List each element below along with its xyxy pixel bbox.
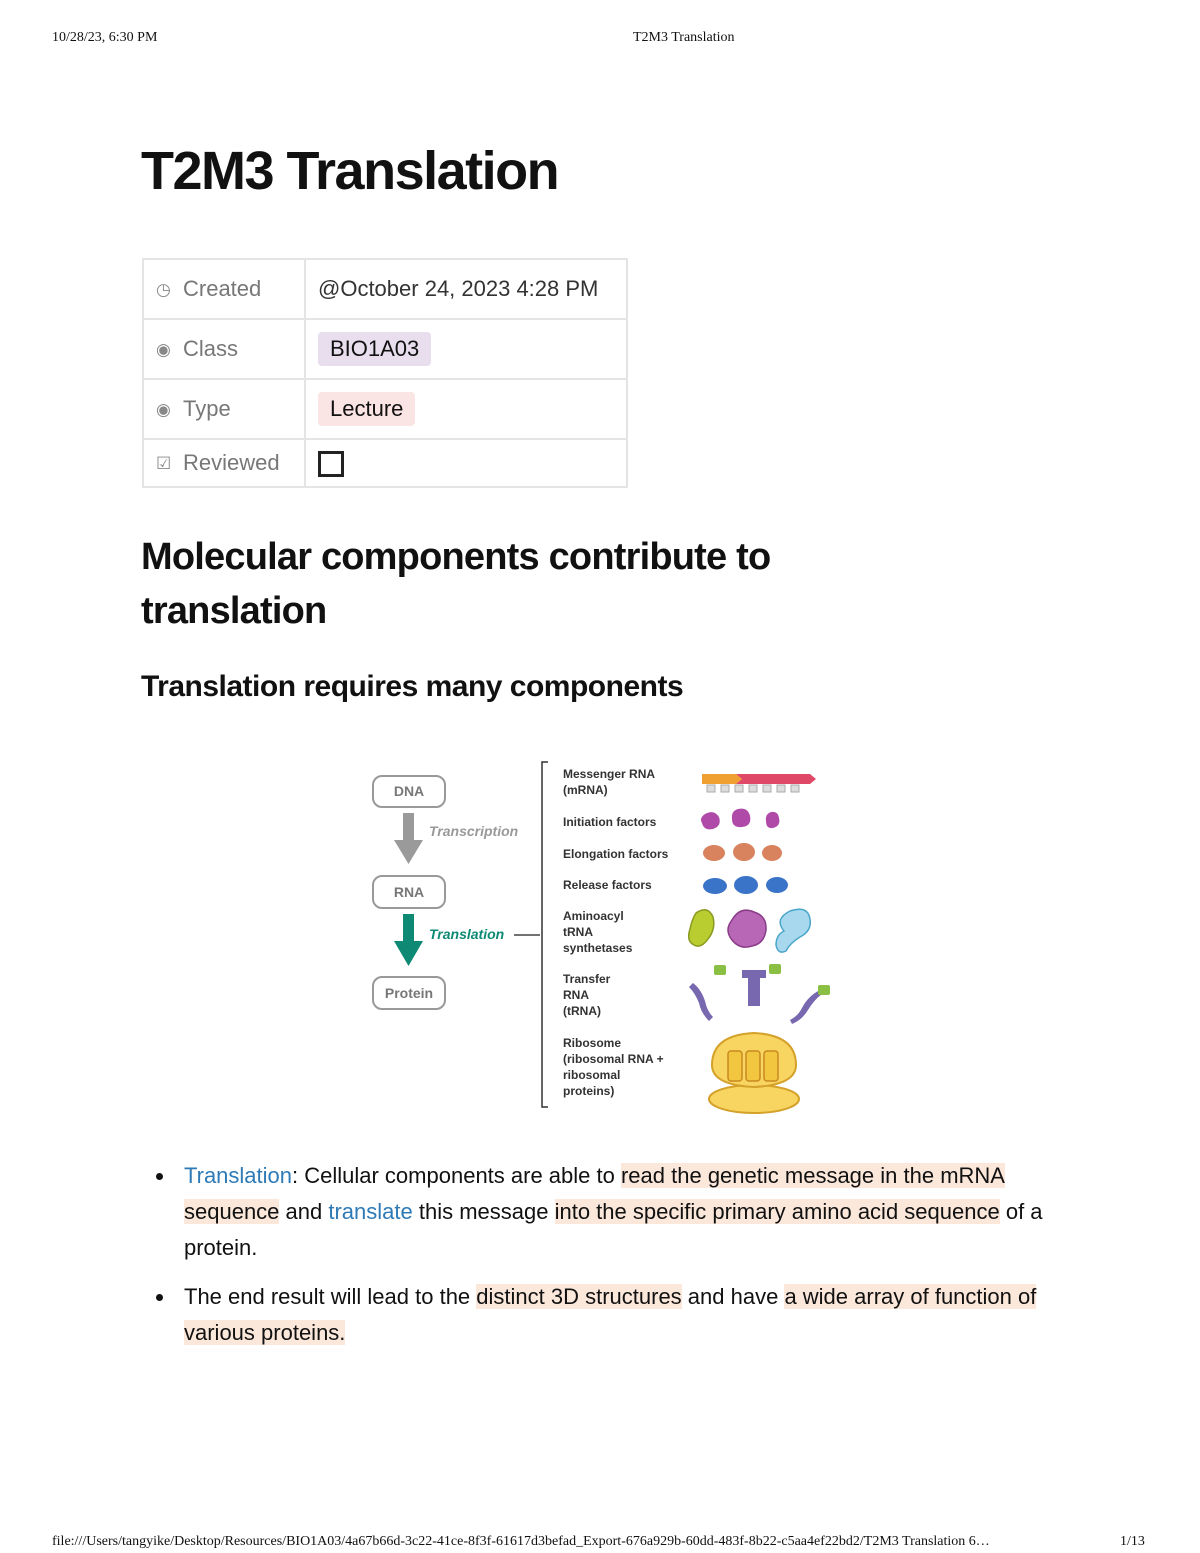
property-created	[143, 259, 627, 319]
print-title: T2M3 Translation	[633, 30, 735, 45]
property-type	[143, 379, 627, 439]
highlight: distinct 3D structures	[476, 1284, 682, 1309]
checkbox-icon: ☑	[156, 454, 172, 473]
mrna-label: Messenger RNA (mRNA)	[563, 767, 656, 797]
clock-icon: ◷	[156, 280, 171, 299]
properties-table	[142, 258, 628, 488]
list-item: The end result will lead to the distinct 3D structures and have a wide array of function of various proteins.	[141, 1279, 1061, 1351]
created-value[interactable]: @October 24, 2023 4:28 PM	[305, 259, 627, 319]
release-factors-illustration	[703, 876, 788, 894]
trna-label: Transfer RNA (tRNA)	[563, 972, 611, 1018]
list-item: Translation: Cellular components are able to read the genetic message in the mRNA sequence and translate this message into the specific primary amino acid sequence of a protein.	[141, 1158, 1061, 1266]
highlight: into the specific primary amino acid sequence	[554, 1199, 1000, 1224]
property-label: Created	[183, 276, 262, 301]
trna-illustration	[689, 964, 830, 1024]
elongation-factors-label: Elongation factors	[563, 847, 669, 861]
highlight: a wide array of function of various proteins.	[184, 1284, 1037, 1345]
property-class	[143, 319, 627, 379]
property-label: Type	[183, 396, 231, 421]
bullet-list	[141, 1158, 1061, 1364]
print-page-number: 1/13	[1120, 1534, 1145, 1549]
protein-label: Protein	[384, 985, 434, 1001]
ribosome-label: Ribosome (ribosomal RNA + ribosomal proteins)	[563, 1036, 664, 1098]
property-label: Reviewed	[183, 450, 280, 475]
property-label: Class	[183, 336, 239, 361]
transcription-arrow	[394, 813, 423, 864]
print-datetime: 10/28/23, 6:30 PM	[52, 30, 158, 45]
translation-label: Translation	[429, 926, 505, 942]
release-factors-label: Release factors	[563, 878, 652, 892]
rna-label: RNA	[393, 884, 425, 900]
synthetases-illustration	[689, 909, 811, 952]
translate-link[interactable]: translate	[328, 1199, 413, 1224]
section-heading: Molecular components contribute to translation	[141, 536, 771, 632]
print-url: file:///Users/tangyike/Desktop/Resources/BIO1A03/4a67b66d-3c22-41ce-8f3f-61617d3befad_Export-676a929b-60dd-483f-8b22-c5aa4ef22bd2/T2M3 Translation 6…	[52, 1534, 990, 1549]
translation-link[interactable]: Translation	[184, 1163, 293, 1188]
mrna-illustration	[702, 774, 816, 792]
select-icon: ◉	[156, 340, 171, 359]
translation-arrow	[394, 914, 423, 966]
type-tag[interactable]: Lecture	[318, 392, 415, 426]
class-tag[interactable]: BIO1A03	[318, 332, 431, 366]
transcription-label: Transcription	[429, 823, 519, 839]
ribosome-illustration	[709, 1033, 799, 1113]
dna-label: DNA	[393, 783, 425, 799]
page-title: T2M3 Translation	[141, 141, 559, 201]
bracket	[542, 762, 548, 1107]
initiation-factors-label: Initiation factors	[563, 815, 657, 829]
initiation-factors-illustration	[701, 809, 779, 830]
synthetases-label: Aminoacyl tRNA synthetases	[563, 909, 633, 955]
property-reviewed	[143, 439, 627, 487]
highlight: read the genetic message in the mRNA sequence	[184, 1163, 1005, 1224]
reviewed-checkbox[interactable]	[318, 451, 344, 477]
elongation-factors-illustration	[703, 843, 782, 861]
subsection-heading: Translation requires many components	[141, 670, 684, 703]
select-icon: ◉	[156, 400, 171, 419]
translation-components-figure	[360, 755, 850, 1130]
